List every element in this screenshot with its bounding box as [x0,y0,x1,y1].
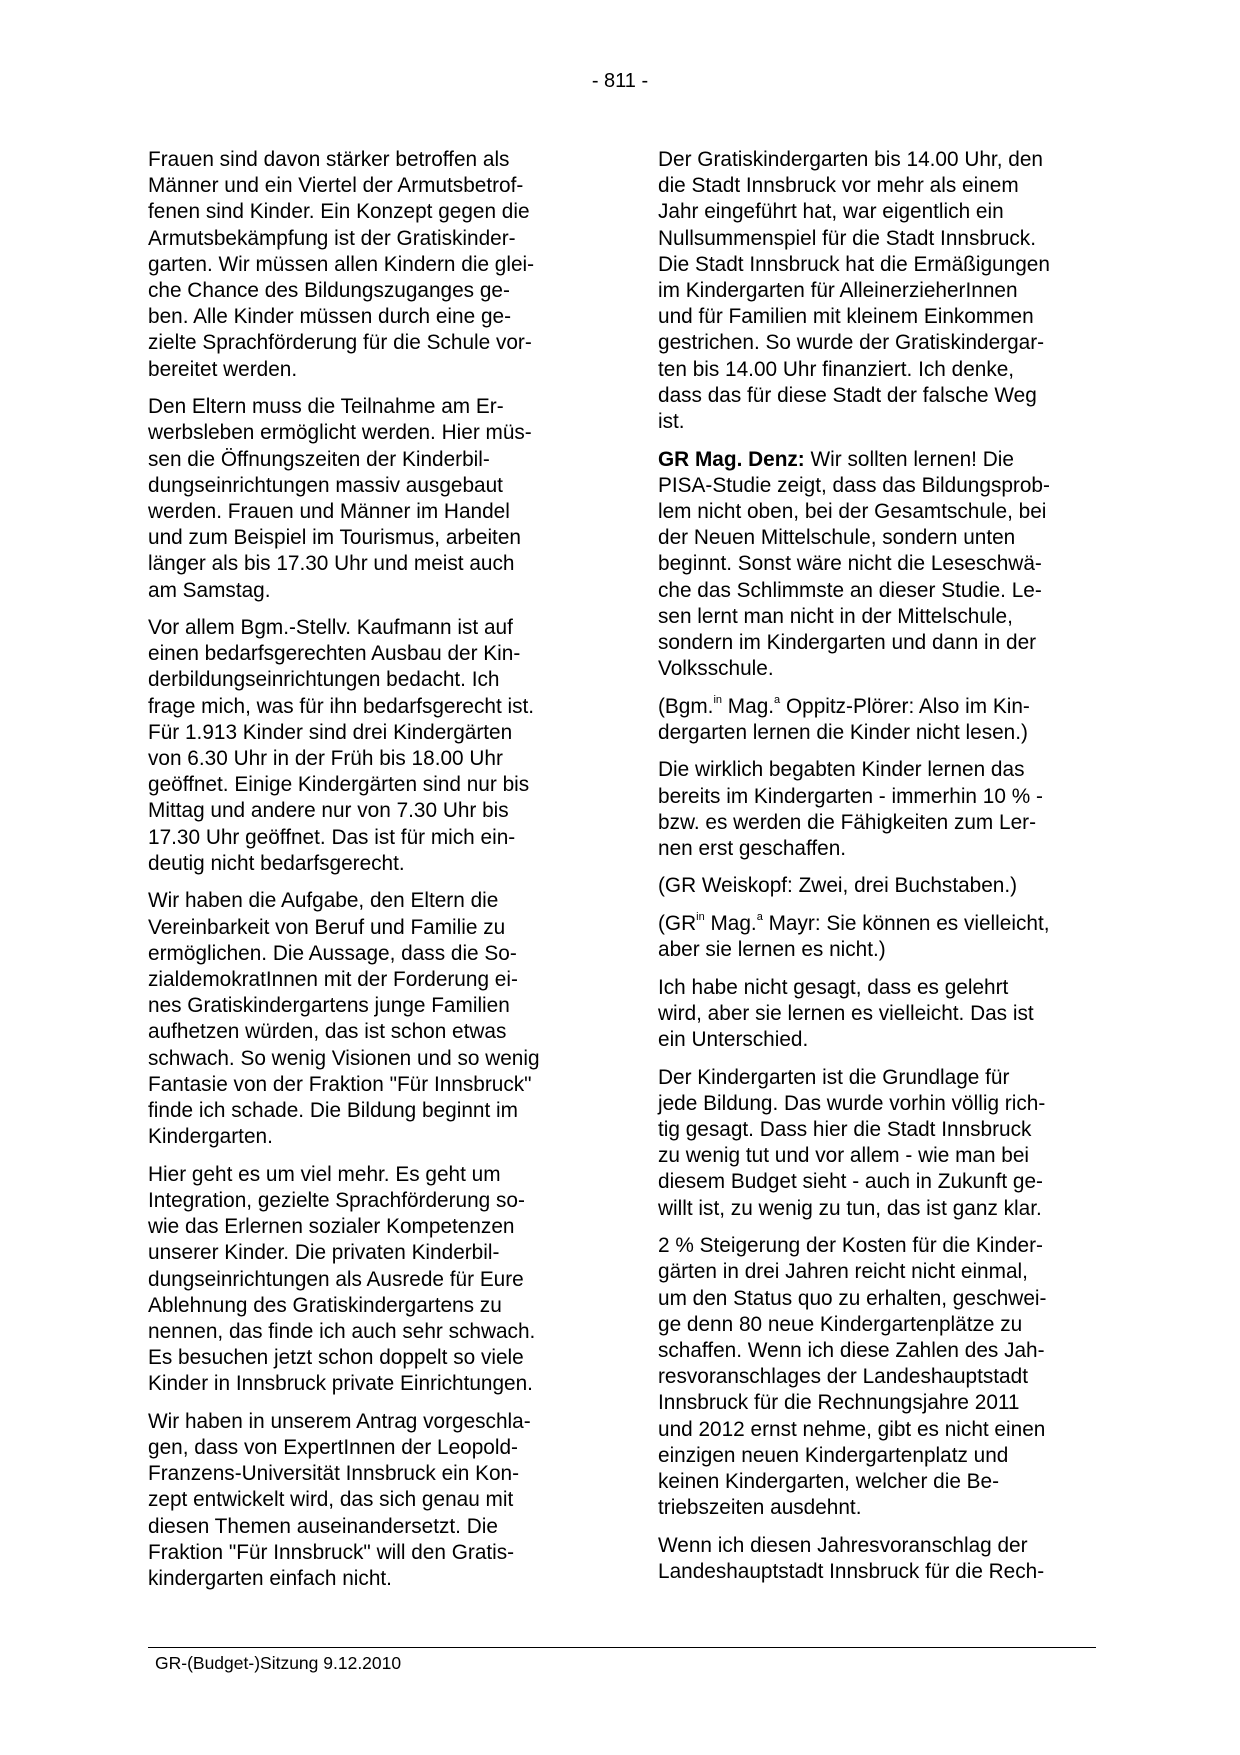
speaker-name: GR Mag. Denz: [658,447,805,471]
paragraph: Wir haben die Aufgabe, den Eltern die Vereinbarkeit von Beruf und Familie zu ermöglichen. Die Aussage, dass die So- zialdemokratInnen mit der Forderung ei- nes Gratiskindergartens junge Familien aufhetzen würden, das ist schon etwas schwach. So wenig Visionen und so wenig Fantasie von der Fraktion "Für Innsbruck" finde ich schade. Die Bildung beginnt im Kindergarten. [148,889,540,1149]
paragraph: Die wirklich begabten Kinder lernen das bereits im Kindergarten - immerhin 10 % - bzw. es werden die Fähigkeiten zum Ler- nen erst geschaffen. [658,758,1043,860]
paragraph: Ich habe nicht gesagt, dass es gelehrt wird, aber sie lernen es vielleicht. Das ist ein Unterschied. [658,975,1034,1052]
paragraph: Frauen sind davon stärker betroffen als Männer und ein Viertel der Armutsbetrof- fenen sind Kinder. Ein Konzept gegen die Armutsbekämpfung ist der Gratiskinder- garten. Wir müssen allen Kindern die glei- che Chance des Bildungszuganges ge- ben. Alle Kinder müssen durch eine ge- zielte Sprachförderung für die Schule vor- bereitet werden. [148,148,535,381]
paragraph: Vor allem Bgm.-Stellv. Kaufmann ist auf einen bedarfsgerechten Ausbau der Kin- derbildungseinrichtungen bedacht. Ich frage mich, was für ihn bedarfsgerecht ist. Für 1.913 Kinder sind drei Kindergärten von 6.30 Uhr in der Früh bis 18.00 Uhr geöffnet. Einige Kindergärten sind nur bis Mittag und andere nur von 7.30 Uhr bis 17.30 Uhr geöffnet. Das ist für mich ein- deutig nicht bedarfsgerecht. [148,616,535,875]
paragraph: 2 % Steigerung der Kosten für die Kinder- gärten in drei Jahren reicht nicht einmal, um den Status quo zu erhalten, geschwei- ge denn 80 neue Kindergartenplätze zu schaffen. Wenn ich diese Zahlen des Jah- resvoranschlages der Landeshauptstadt Innsbruck für die Rechnungsjahre 2011 und 2012 ernst nehme, gibt es nicht einen einzigen neuen Kindergartenplatz und keinen Kindergarten, welcher die Be- triebszeiten ausdehnt. [658,1234,1047,1520]
left-column [148,147,580,1604]
paragraph: Den Eltern muss die Teilnahme am Er- werbsleben ermöglicht werden. Hier müs- sen die Öffnungszeiten der Kinderbil- dungseinrichtungen massiv ausgebaut werden. Frauen und Männer im Handel und zum Beispiel im Tourismus, arbeiten länger als bis 17.30 Uhr und meist auch am Samstag. [148,395,532,602]
paragraph: Hier geht es um viel mehr. Es geht um Integration, gezielte Sprachförderung so- wie das Erlernen sozialer Kompetenzen unserer Kinder. Die privaten Kinderbil- dungseinrichtungen als Ausrede für Eure Ablehnung des Gratiskindergartens zu nennen, das finde ich auch sehr schwach. Es besuchen jetzt schon doppelt so viele Kinder in Innsbruck private Einrichtungen. [148,1162,536,1396]
paragraph: Wir haben in unserem Antrag vorgeschla- gen, dass von ExpertInnen der Leopold- Franzens-Universität Innsbruck ein Kon- zept entwickelt wird, das sich genau mit diesen Themen auseinandersetzt. Die Fraktion "Für Innsbruck" will den Gratis- kindergarten einfach nicht. [148,1409,531,1591]
footer-divider [148,1647,1096,1648]
interjection: ($GR^{in}$ Mag.$^a$ Mayr: Sie können es vielleicht, aber sie lernen es nicht.) [658,911,1050,962]
paragraph: Wenn ich diesen Jahresvoranschlag der Landeshauptstadt Innsbruck für die Rech- [658,1533,1045,1583]
paragraph: Der Kindergarten ist die Grundlage für jede Bildung. Das wurde vorhin völlig rich- tig gesagt. Dass hier die Stadt Innsbruck zu wenig tut und vor allem - wie man bei diesem Budget sieht - auch in Zukunft ge- willt ist, zu wenig zu tun, das ist ganz klar. [658,1065,1046,1220]
paragraph: Der Gratiskindergarten bis 14.00 Uhr, den die Stadt Innsbruck vor mehr als einem Jahr eingeführt hat, war eigentlich ein Nullsummenspiel für die Stadt Innsbruck. Die Stadt Innsbruck hat die Ermäßigungen im Kindergarten für AlleinerzieherInnen und für Familien mit kleinem Einkommen gestrichen. So wurde der Gratiskindergar- ten bis 14.00 Uhr finanziert. Ich denke, dass das für diese Stadt der falsche Weg ist. [658,148,1050,434]
interjection: (Bgm.$^{in}$ Mag.$^a$ Oppitz-Plörer: Also im Kin- dergarten lernen die Kinder nicht lesen.) [658,693,1030,744]
right-column [658,147,1104,1596]
speaker-paragraph: GR Mag. Denz: Wir sollten lernen! Die PISA-Studie zeigt, dass das Bildungsprob- lem nicht oben, bei der Gesamtschule, bei der Neuen Mittelschule, sondern unten beginnt. Sonst wäre nicht die Leseschwä- che das Schlimmste an dieser Studie. Le- sen lernt man nicht in der Mittelschule, sondern im Kindergarten und dann in der Volksschule. [658,447,1050,681]
page-number: - 811 - [591,70,649,92]
interjection: (GR Weiskopf: Zwei, drei Buchstaben.) [658,874,1018,898]
footer-text: GR-(Budget-)Sitzung 9.12.2010 [155,1653,402,1673]
